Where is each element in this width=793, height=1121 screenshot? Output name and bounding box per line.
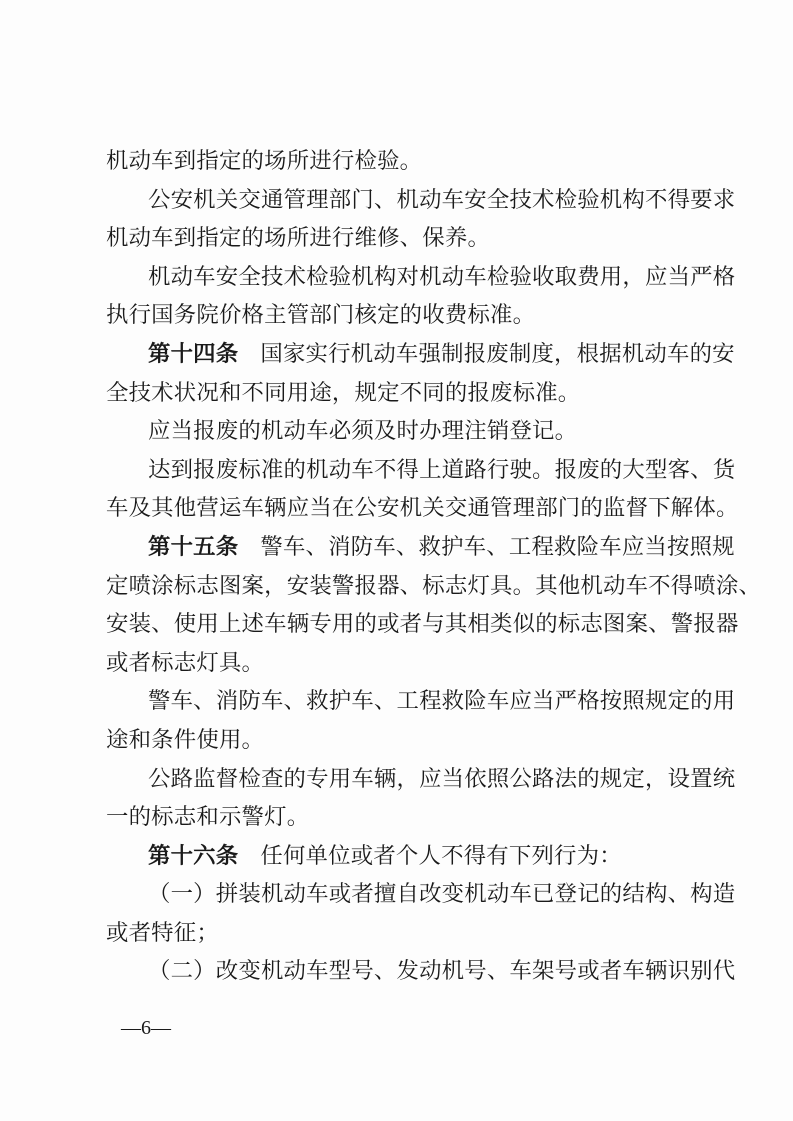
text-line: 或者特征； — [106, 919, 219, 946]
text-line: （一）拼装机动车或者擅自改变机动车已登记的结构、构造 — [148, 881, 736, 908]
text-line: 达到报废标准的机动车不得上道路行驶。报废的大型客、货 — [148, 456, 736, 483]
text-line: 全技术状况和不同用途，规定不同的报废标准。 — [106, 379, 581, 406]
text-line: 或者标志灯具。 — [106, 649, 265, 676]
text-line: 应当报废的机动车必须及时办理注销登记。 — [148, 418, 578, 445]
text-line: 机动车到指定的场所进行检验。 — [106, 148, 423, 174]
text-line: 公路监督检查的专用车辆，应当依照公路法的规定，设置统 — [148, 765, 736, 792]
text-line: 公安机关交通管理部门、机动车安全技术检验机构不得要求 — [148, 186, 736, 213]
text-line: 警车、消防车、救护车、工程救险车应当严格按照规定的用 — [148, 688, 736, 715]
text-line: 定喷涂标志图案，安装警报器、标志灯具。其他机动车不得喷涂、 — [106, 572, 762, 599]
text-line: 警车、消防车、救护车、工程救险车应当按照规 — [260, 533, 735, 560]
text-line: 国家实行机动车强制报废制度，根据机动车的安 — [260, 340, 735, 367]
text-line: 安装、使用上述车辆专用的或者与其相类似的标志图案、警报器 — [106, 611, 739, 638]
text-line: （二）改变机动车型号、发动机号、车架号或者车辆识别代 — [148, 958, 736, 985]
text-line: 车及其他营运车辆应当在公安机关交通管理部门的监督下解体。 — [106, 495, 739, 522]
text-line: 机动车安全技术检验机构对机动车检验收取费用，应当严格 — [148, 263, 736, 290]
article-16-heading: 第十六条 — [148, 842, 239, 869]
page-number: —6— — [121, 1017, 171, 1039]
text-line: 机动车到指定的场所进行维修、保养。 — [106, 225, 491, 252]
text-line: 任何单位或者个人不得有下列行为： — [260, 842, 622, 869]
text-line: 执行国务院价格主管部门核定的收费标准。 — [106, 302, 536, 329]
article-14-line — [106, 335, 735, 374]
text-line: 途和条件使用。 — [106, 726, 265, 753]
article-14-heading: 第十四条 — [148, 340, 239, 367]
article-16-line — [106, 837, 702, 876]
article-15-heading: 第十五条 — [148, 533, 239, 560]
article-15-line — [106, 528, 735, 567]
document-body — [106, 142, 762, 991]
text-line: 一的标志和示警灯。 — [106, 804, 310, 831]
